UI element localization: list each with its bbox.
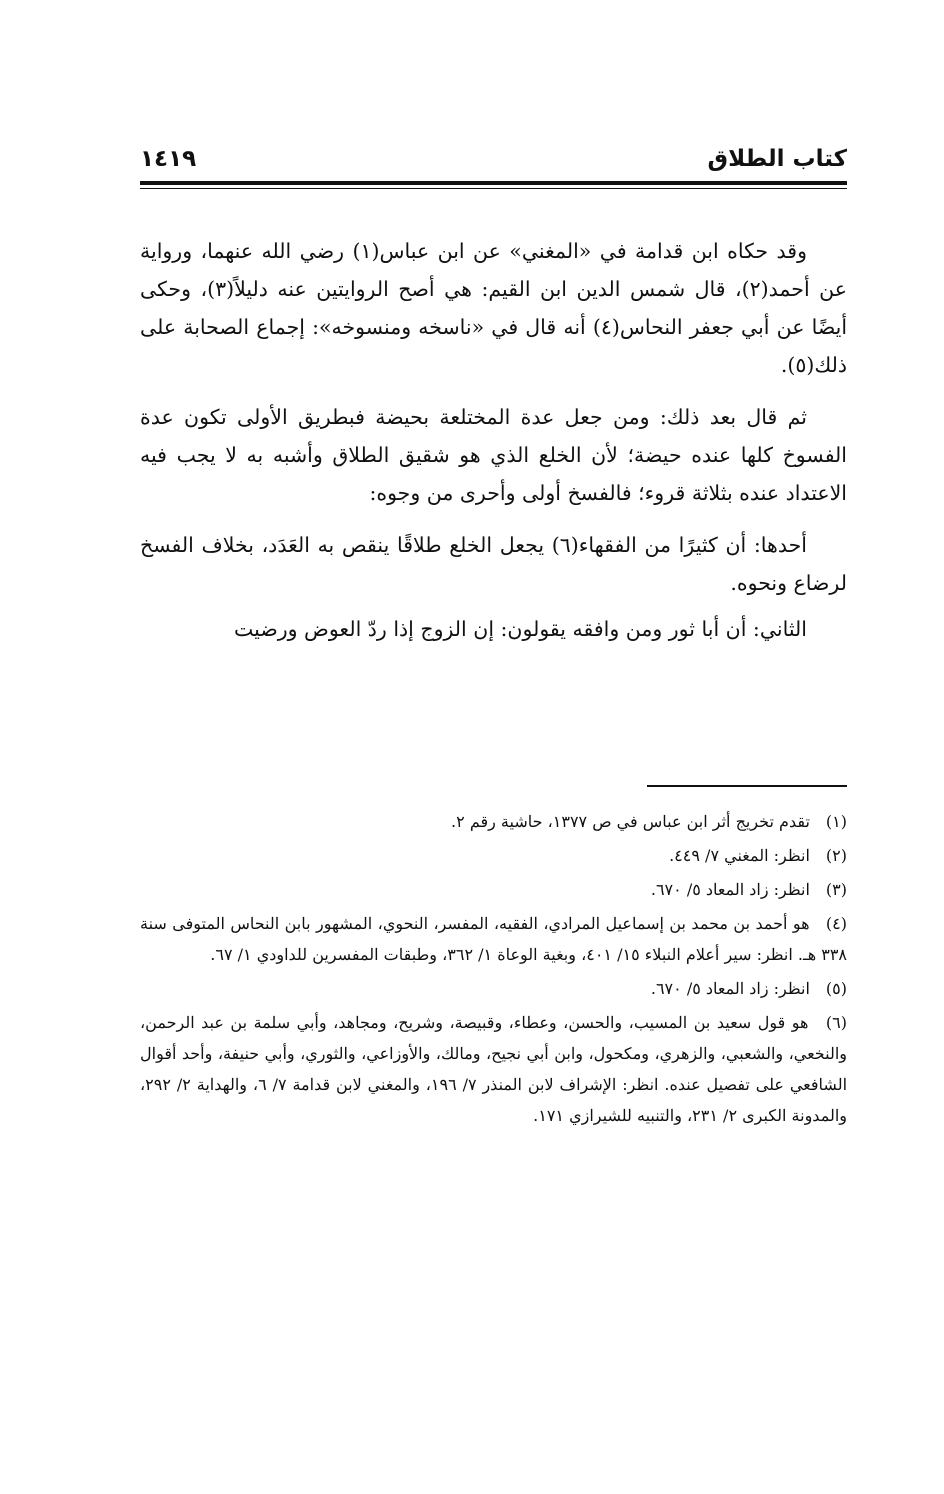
header-rule-thick (140, 181, 847, 185)
footnote-separator (647, 785, 847, 787)
footnote (140, 874, 847, 905)
footnote-number: (٤) (825, 914, 848, 933)
footnote-number: (٦) (825, 1013, 847, 1032)
footnote-number: (١) (825, 812, 847, 831)
footnote-text: هو قول سعيد بن المسيب، والحسن، وعطاء، وقبيصة، وشريح، ومجاهد، وأبي سلمة بن عبد الرحمن، والنخعي، والشعبي، والزهري، ومكحول، وابن أبي نجيح، ومالك، والأوزاعي، والثوري، وأبي حنيفة، وأحد أقوال الشافعي على تفصيل عنده. انظر: الإشراف لابن المنذر ٧/ ١٩٦، والمغني لابن قدامة ٧/ ٦، والهداية ٢/ ٢٩٢، والمدونة الكبرى ٢/ ٢٣١، والتنبيه للشيرازي ١٧١. (140, 1013, 848, 1125)
footnote (140, 973, 847, 1004)
running-title: كتاب الطلاق (707, 146, 847, 172)
footnotes (140, 806, 847, 1134)
footnote-number: (٣) (825, 880, 847, 899)
footnote-text: انظر: المغني ٧/ ٤٤٩. (669, 846, 810, 865)
paragraph: وقد حكاه ابن قدامة في «المغني» عن ابن عباس(١) رضي الله عنهما، ورواية عن أحمد(٢)، قال شمس الدين ابن القيم: هي أصح الروايتين عنه دليلاً(٣)، وحكى أيضًا عن أبي جعفر النحاس(٤) أنه قال في «ناسخه ومنسوخه»: إجماع الصحابة على ذلك(٥). (140, 239, 848, 377)
page-header (140, 146, 847, 180)
page-number: ١٤١٩ (140, 146, 197, 172)
footnote-text: انظر: زاد المعاد ٥/ ٦٧٠. (650, 979, 810, 998)
footnote-number: (٥) (825, 979, 847, 998)
header-rule-thin (140, 188, 847, 189)
main-text (140, 232, 847, 662)
paragraph: أحدها: أن كثيرًا من الفقهاء(٦) يجعل الخلع طلاقًا ينقص به العَدَد، بخلاف الفسخ لرضاع ونحوه. (140, 533, 847, 595)
footnote (140, 908, 847, 970)
footnote (140, 1007, 847, 1131)
footnote-text: انظر: زاد المعاد ٥/ ٦٧٠. (650, 880, 810, 899)
footnote-text: هو أحمد بن محمد بن إسماعيل المرادي، الفقيه، المفسر، النحوي، المشهور بابن النحاس المتوفى سنة ٣٣٨ هـ. انظر: سير أعلام النبلاء ١٥/ ٤٠١، وبغية الوعاة ١/ ٣٦٢، وطبقات المفسرين للداودي ١/ ٦٧. (140, 914, 847, 964)
footnote-text: تقدم تخريج أثر ابن عباس في ص ١٣٧٧، حاشية رقم ٢. (451, 812, 810, 831)
paragraph: الثاني: أن أبا ثور ومن وافقه يقولون: إن الزوج إذا ردّ العوض ورضيت (234, 617, 807, 641)
footnote (140, 840, 847, 871)
footnote (140, 806, 847, 837)
paragraph: ثم قال بعد ذلك: ومن جعل عدة المختلعة بحيضة فبطريق الأولى تكون عدة الفسوخ كلها عنده حيضة؛ لأن الخلع الذي هو شقيق الطلاق وأشبه به لا يجب فيه الاعتداد عنده بثلاثة قروء؛ فالفسخ أولى وأحرى من وجوه: (140, 405, 847, 505)
footnote-number: (٢) (825, 846, 847, 865)
